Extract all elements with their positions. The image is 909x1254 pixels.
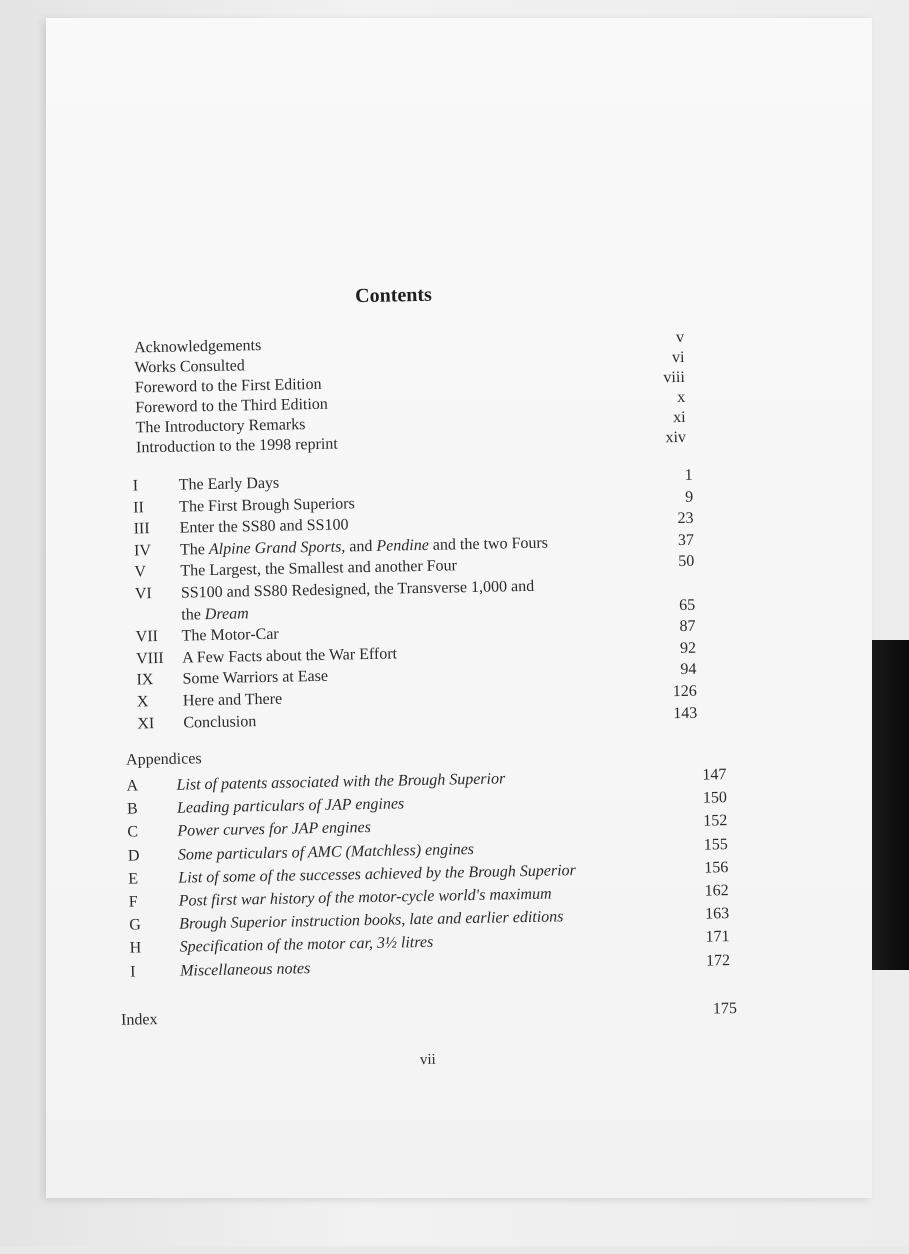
entry-title: The Introductory Remarks — [135, 414, 305, 439]
index-entry — [121, 998, 741, 1032]
index-title: Index — [121, 1009, 158, 1032]
entry-title: Works Consulted — [134, 355, 245, 379]
entry-title: Foreword to the Third Edition — [135, 394, 328, 420]
chapter-number: XI — [137, 713, 154, 735]
title-segment: The Early Days — [179, 475, 280, 494]
title-segment: Here and There — [183, 691, 283, 710]
title-segment: The — [180, 541, 209, 559]
appendix-title: Miscellaneous notes — [180, 958, 311, 982]
title-segment: The Motor-Car — [182, 626, 279, 645]
chapter-title — [179, 473, 280, 497]
appendix-title: List of patents associated with the Brough Superior — [176, 768, 505, 796]
chapter-number: IX — [136, 670, 153, 692]
appendix-page: 155 — [668, 834, 728, 857]
title-segment: , and — [341, 538, 376, 556]
chapter-number: VIII — [136, 648, 164, 671]
appendix-letter: I — [130, 961, 136, 983]
appendix-page: 147 — [666, 764, 726, 787]
entry-title: Acknowledgements — [134, 335, 261, 359]
appendix-title: Some particulars of AMC (Matchless) engines — [178, 839, 474, 867]
chapter-number: III — [133, 518, 149, 540]
index-page: 175 — [677, 998, 737, 1021]
chapter-number: VII — [135, 626, 158, 648]
chapter-title — [183, 711, 256, 734]
appendix-page: 152 — [667, 811, 727, 834]
title-segment: SS100 and SS80 Redesigned, the Transverse 1,000 and — [181, 578, 535, 602]
appendix-letter: H — [129, 938, 141, 960]
appendix-title: Specification of the motor car, 3½ litres — [179, 932, 433, 959]
entry-page: v — [624, 327, 684, 350]
chapter-page: 65 — [635, 594, 695, 617]
chapter-page — [635, 573, 695, 574]
title-segment: A Few Facts about the War Effort — [182, 645, 397, 666]
chapter-title — [181, 624, 278, 648]
title-segment: Conclusion — [183, 713, 256, 731]
entry-page: x — [625, 387, 685, 410]
appendix-letter: D — [128, 845, 140, 867]
appendix-title: Power curves for JAP engines — [177, 817, 371, 843]
appendix-letter: C — [127, 822, 138, 844]
chapter-number: I — [133, 475, 139, 497]
entry-title: Foreword to the First Edition — [135, 374, 322, 400]
title-segment: and the two Fours — [429, 534, 548, 553]
title-segment: Alpine Grand Sports — [209, 538, 342, 558]
title-segment: Enter the SS80 and SS100 — [179, 517, 348, 537]
chapter-page: 92 — [636, 637, 696, 660]
appendix-title: Leading particulars of JAP engines — [177, 794, 405, 820]
entry-page: viii — [625, 367, 685, 390]
chapter-title — [183, 689, 283, 713]
chapter-number: IV — [134, 540, 151, 562]
appendix-title: Post first war history of the motor-cycle world's maximum — [179, 884, 552, 913]
appendix-letter: E — [128, 868, 138, 890]
appendix-page: 171 — [669, 927, 729, 950]
entry-title: Introduction to the 1998 reprint — [136, 434, 338, 460]
appendix-page: 162 — [668, 880, 728, 903]
chapter-page: 37 — [634, 530, 694, 553]
title-segment: Some Warriors at Ease — [182, 668, 328, 688]
chapter-number: VI — [135, 583, 152, 605]
chapter-number: V — [134, 562, 146, 584]
chapter-page: 50 — [634, 551, 694, 574]
chapter-page: 94 — [636, 659, 696, 682]
appendix-letter: B — [127, 799, 138, 821]
appendix-letter: F — [129, 891, 138, 913]
folio: vii — [420, 1052, 436, 1069]
title-segment: Pendine — [376, 537, 429, 555]
chapter-page: 23 — [633, 508, 693, 531]
appendix-title: Brough Superior instruction books, late and earlier editions — [179, 906, 564, 935]
chapter-page: 9 — [633, 486, 693, 509]
appendix-title: List of some of the successes achieved by the Brough Superior — [178, 860, 576, 890]
chapter-number: X — [137, 691, 149, 713]
chapter-page: 87 — [635, 616, 695, 639]
title-segment: The Largest, the Smallest and another Four — [180, 558, 457, 580]
entry-page: xiv — [626, 427, 686, 450]
entry-page: xi — [625, 407, 685, 430]
chapter-page: 1 — [633, 465, 693, 488]
title-segment: The First Brough Superiors — [179, 495, 355, 515]
title-segment: the — [181, 606, 205, 623]
appendix-page: 156 — [668, 857, 728, 880]
appendix-page: 172 — [670, 950, 730, 973]
appendix-page: 150 — [667, 787, 727, 810]
entry-page: vi — [624, 347, 684, 370]
chapter-page: 143 — [637, 702, 697, 725]
chapter-title — [181, 603, 249, 626]
appendix-letter: G — [129, 915, 141, 937]
appendix-letter: A — [126, 775, 138, 797]
chapter-page: 126 — [637, 681, 697, 704]
title-segment: Dream — [205, 605, 249, 623]
page-title: Contents — [355, 284, 432, 308]
appendix-page: 163 — [669, 903, 729, 926]
chapter-number: II — [133, 497, 144, 519]
